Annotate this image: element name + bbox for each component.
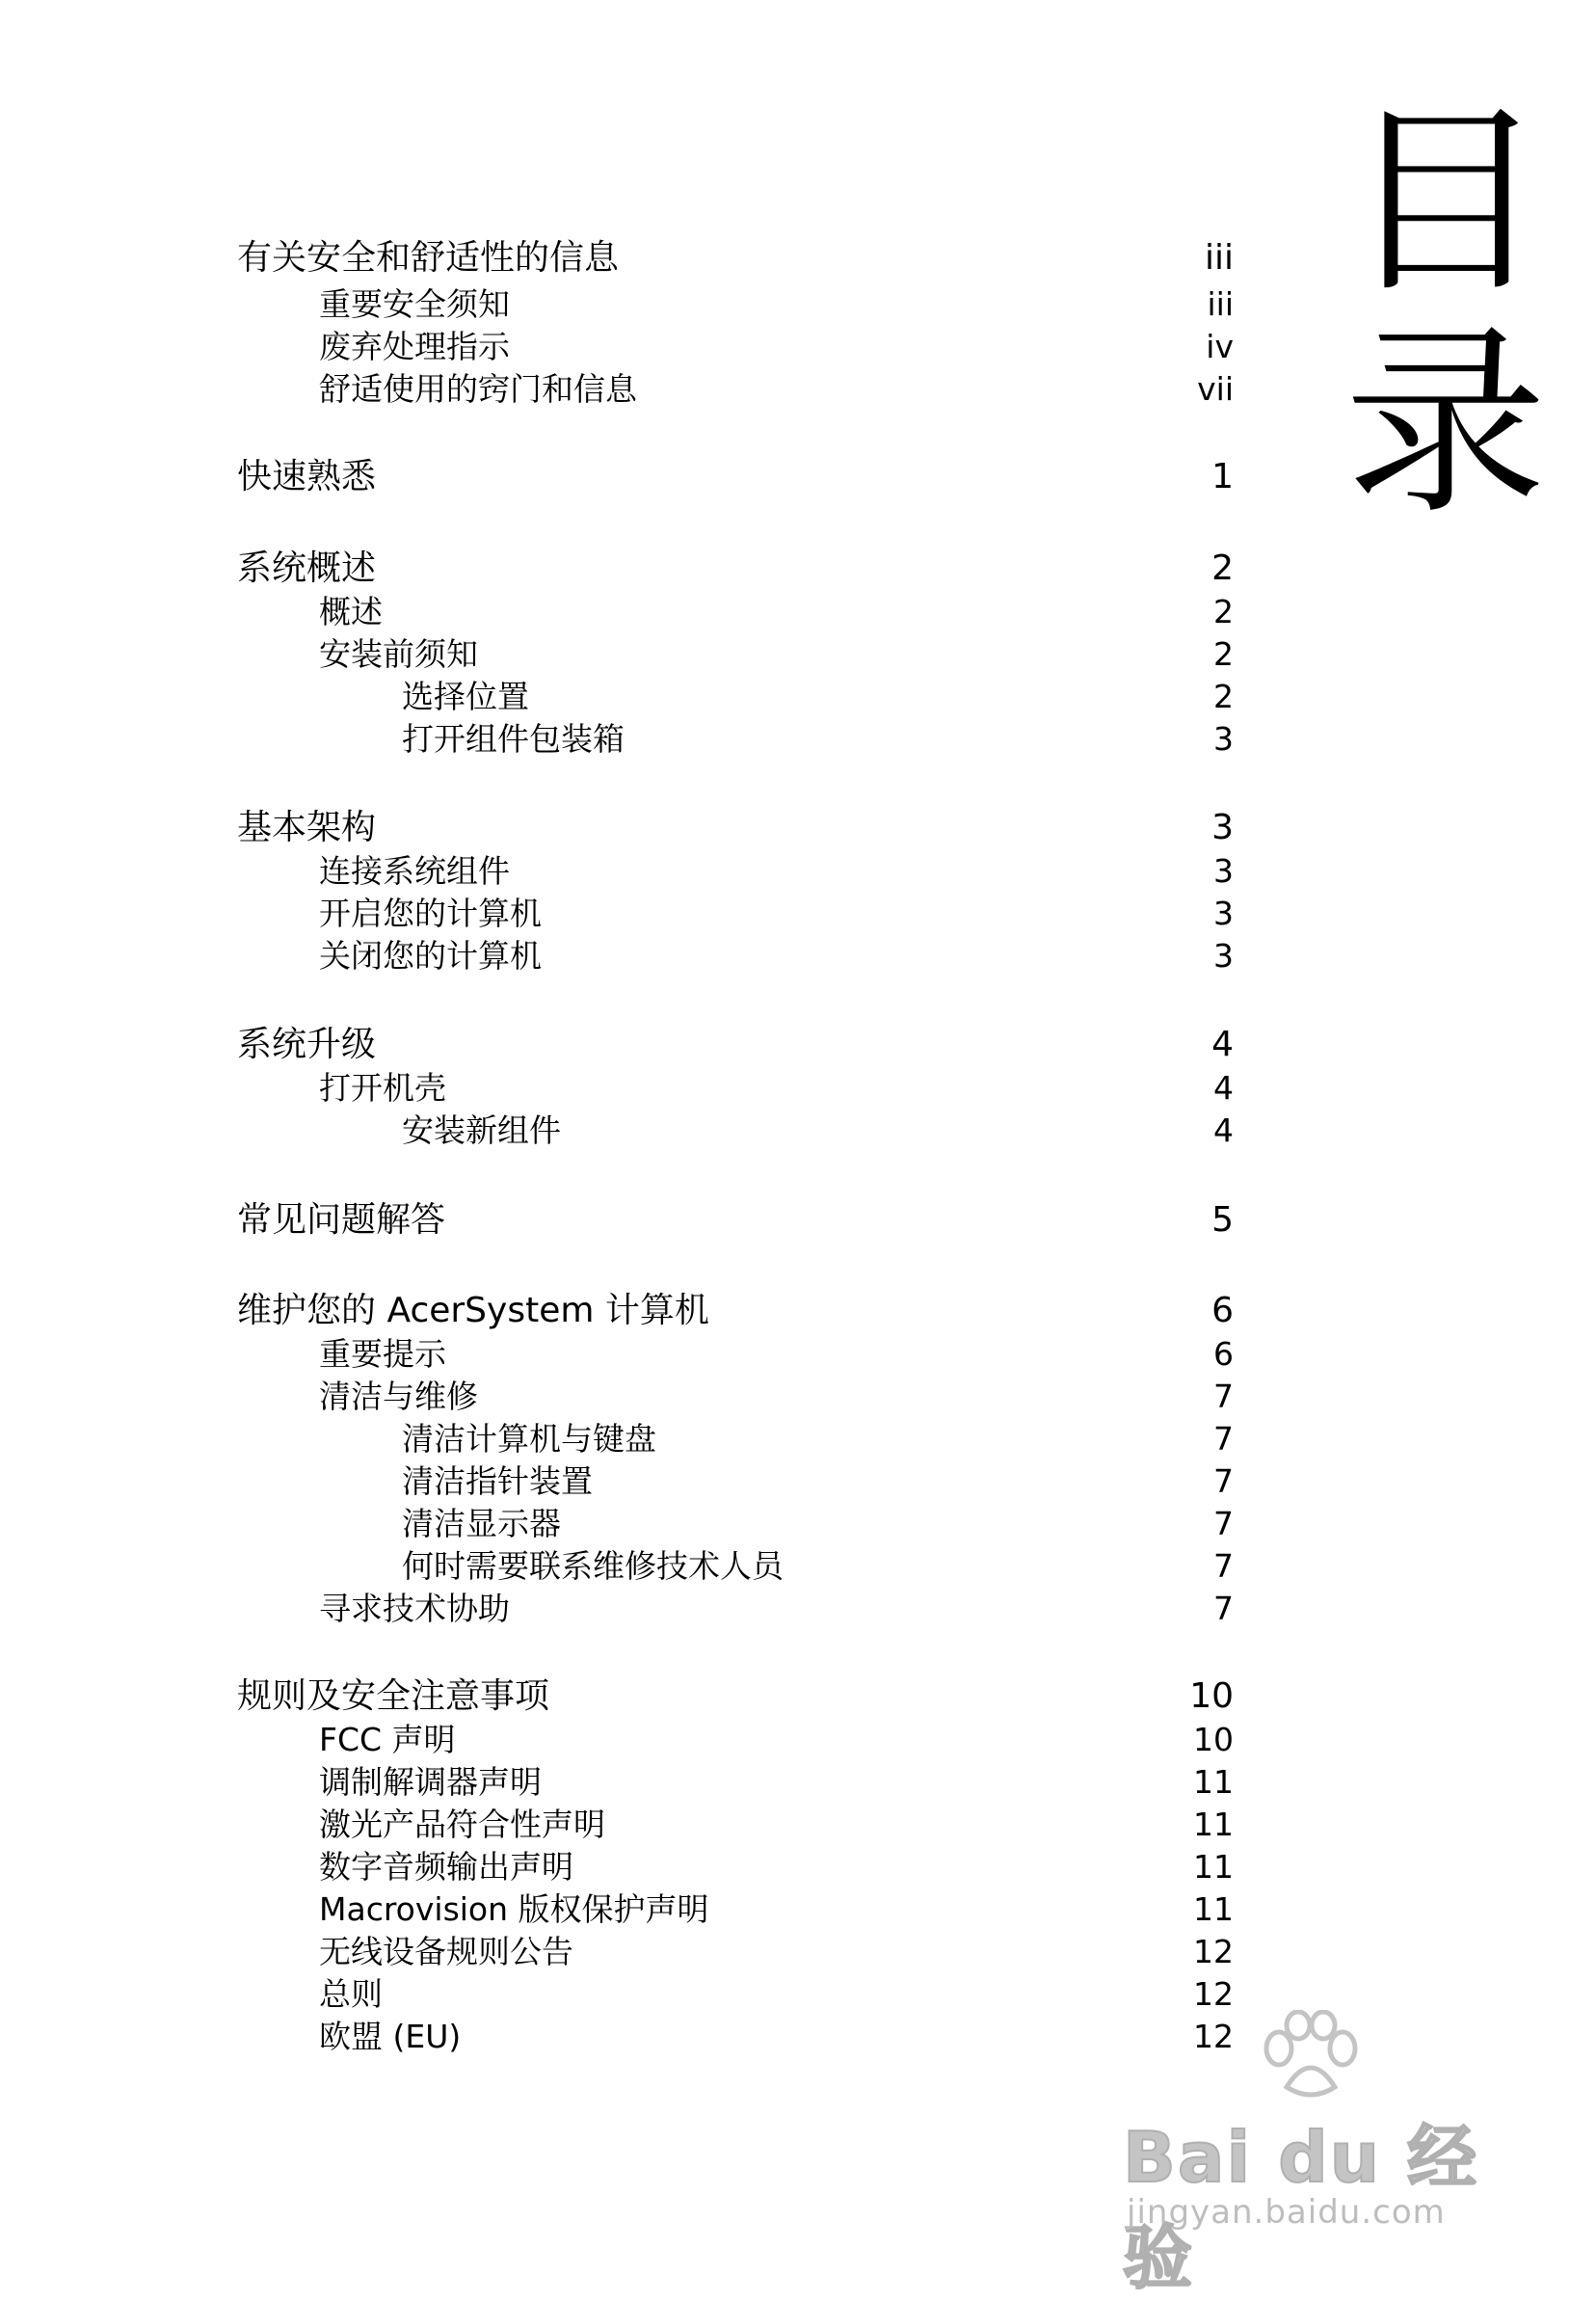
toc-entry[interactable]: [0, 1502, 1234, 1544]
toc-entry[interactable]: [0, 1718, 1234, 1760]
toc-page-number: 7: [1213, 1504, 1234, 1542]
toc-title: 有关安全和舒适性的信息: [237, 238, 620, 278]
toc-page-number: 12: [1193, 1974, 1234, 2013]
toc-page-number: iii: [1207, 284, 1234, 323]
toc-page-number: 2: [1211, 549, 1234, 588]
toc-entry[interactable]: [0, 849, 1234, 892]
toc-title: 打开机壳: [319, 1068, 446, 1107]
toc-page-number: 4: [1211, 1025, 1234, 1064]
toc-title: 快速熟悉: [237, 457, 377, 496]
toc-page-number: 12: [1193, 1932, 1234, 1970]
toc-entry[interactable]: [0, 892, 1234, 934]
toc-page-number: 11: [1193, 1847, 1234, 1886]
toc-title: 总则: [319, 1974, 383, 2013]
toc-entry[interactable]: [0, 1587, 1234, 1629]
toc-entry[interactable]: [0, 1109, 1234, 1151]
toc-page-number: iv: [1206, 327, 1234, 365]
toc-page-number: 10: [1193, 1720, 1234, 1758]
toc-entry[interactable]: [0, 1066, 1234, 1109]
toc-title: 常见问题解答: [237, 1200, 446, 1240]
toc-entry[interactable]: [0, 1972, 1234, 2015]
toc-title: 系统概述: [237, 549, 377, 588]
toc-title: 选择位置: [402, 677, 529, 715]
toc-entry[interactable]: [0, 1760, 1234, 1803]
toc-section[interactable]: [0, 807, 1234, 849]
heading-char-2: 录: [1343, 306, 1547, 542]
toc-page-number: 11: [1193, 1762, 1234, 1801]
toc-entry[interactable]: [0, 2015, 1234, 2057]
toc-entry[interactable]: [0, 1459, 1234, 1502]
toc-title: 概述: [319, 592, 383, 630]
toc-title: 清洁与维修: [319, 1377, 478, 1415]
toc-section[interactable]: [0, 1024, 1234, 1066]
toc-title: 重要安全须知: [319, 284, 510, 323]
toc-page-number: 3: [1213, 719, 1234, 758]
toc-page-number: 7: [1213, 1546, 1234, 1585]
toc-page-number: 7: [1213, 1461, 1234, 1500]
toc-entry[interactable]: [0, 1417, 1234, 1459]
toc-page-number: 4: [1213, 1068, 1234, 1107]
toc-title: 打开组件包装箱: [402, 719, 625, 758]
toc-page-number: 3: [1213, 851, 1234, 890]
toc-entry[interactable]: [0, 1887, 1234, 1930]
toc-page-number: 11: [1193, 1889, 1234, 1928]
toc-title: 寻求技术协助: [319, 1589, 510, 1627]
toc-page-number: 6: [1213, 1334, 1234, 1373]
toc-title: FCC 声明: [319, 1720, 456, 1758]
toc-entry[interactable]: [0, 632, 1234, 675]
toc-entry[interactable]: [0, 590, 1234, 632]
watermark-url: jingyan.baidu.com: [1127, 2193, 1446, 2232]
toc-entry[interactable]: [0, 1332, 1234, 1375]
toc-page-number: 5: [1211, 1200, 1234, 1240]
toc-entry[interactable]: [0, 1375, 1234, 1417]
toc-section[interactable]: [0, 1675, 1234, 1718]
toc-section[interactable]: [0, 1199, 1234, 1242]
toc-title: 基本架构: [237, 808, 377, 847]
toc-page-number: 2: [1213, 634, 1234, 673]
toc-page-number: 1: [1211, 457, 1234, 496]
toc-entry[interactable]: [0, 717, 1234, 760]
toc-section[interactable]: [0, 548, 1234, 590]
toc-title: 数字音频输出声明: [319, 1847, 573, 1886]
toc-page-number: 2: [1213, 592, 1234, 630]
toc-page-number: 10: [1189, 1676, 1234, 1716]
watermark-logo-text: Bai du 经验: [1123, 2117, 1479, 2298]
toc-page-number: 4: [1213, 1111, 1234, 1149]
toc-title: 维护您的 AcerSystem 计算机: [237, 1291, 709, 1330]
baidu-jingyan-watermark: [1123, 2010, 1508, 2298]
toc-title: 欧盟 (EU): [319, 2017, 462, 2055]
toc-page-number: 11: [1193, 1805, 1234, 1843]
toc-title: 清洁计算机与键盘: [402, 1419, 656, 1458]
toc-title: 安装新组件: [402, 1111, 561, 1149]
toc-title: 清洁指针装置: [402, 1461, 593, 1500]
toc-title: 废弃处理指示: [319, 327, 510, 365]
toc-entry[interactable]: [0, 1845, 1234, 1887]
toc-page-number: 6: [1211, 1291, 1234, 1330]
toc-section[interactable]: [0, 237, 1234, 280]
toc-entry[interactable]: [0, 1930, 1234, 1972]
toc-entry[interactable]: [0, 934, 1234, 977]
toc-page-number: 2: [1213, 677, 1234, 715]
toc-page-number: 7: [1213, 1589, 1234, 1627]
toc-title: 激光产品符合性声明: [319, 1805, 605, 1843]
toc-title: 连接系统组件: [319, 851, 510, 890]
toc-entry[interactable]: [0, 675, 1234, 717]
toc-section[interactable]: [0, 456, 1234, 498]
toc-title: 何时需要联系维修技术人员: [402, 1546, 784, 1585]
toc-title: 重要提示: [319, 1334, 446, 1373]
baidu-paw-icon: [1258, 2010, 1364, 2101]
toc-title: 安装前须知: [319, 634, 478, 673]
toc-title: 无线设备规则公告: [319, 1932, 573, 1970]
toc-title: 调制解调器声明: [319, 1762, 542, 1801]
toc-page-number: iii: [1204, 238, 1234, 278]
toc-page-number: 3: [1213, 894, 1234, 932]
toc-section[interactable]: [0, 1290, 1234, 1332]
toc-title: 系统升级: [237, 1025, 377, 1064]
toc-entry[interactable]: [0, 282, 1234, 325]
toc-title: 开启您的计算机: [319, 894, 542, 932]
toc-entry[interactable]: [0, 1803, 1234, 1845]
heading-char-1: 目: [1343, 84, 1547, 320]
toc-entry[interactable]: [0, 1544, 1234, 1587]
toc-title: 舒适使用的窍门和信息: [319, 369, 637, 408]
toc-page-number: 7: [1213, 1419, 1234, 1458]
toc-title: Macrovision 版权保护声明: [319, 1889, 709, 1928]
toc-page-number: 3: [1211, 808, 1234, 847]
toc-page-number: vii: [1197, 369, 1234, 408]
toc-page-number: 7: [1213, 1377, 1234, 1415]
toc-title: 规则及安全注意事项: [237, 1676, 550, 1716]
toc-entry[interactable]: [0, 325, 1234, 367]
toc-page-number: 3: [1213, 936, 1234, 975]
toc-title: 清洁显示器: [402, 1504, 561, 1542]
toc-page-number: 12: [1193, 2017, 1234, 2055]
toc-entry[interactable]: [0, 367, 1234, 410]
toc-title: 关闭您的计算机: [319, 936, 542, 975]
